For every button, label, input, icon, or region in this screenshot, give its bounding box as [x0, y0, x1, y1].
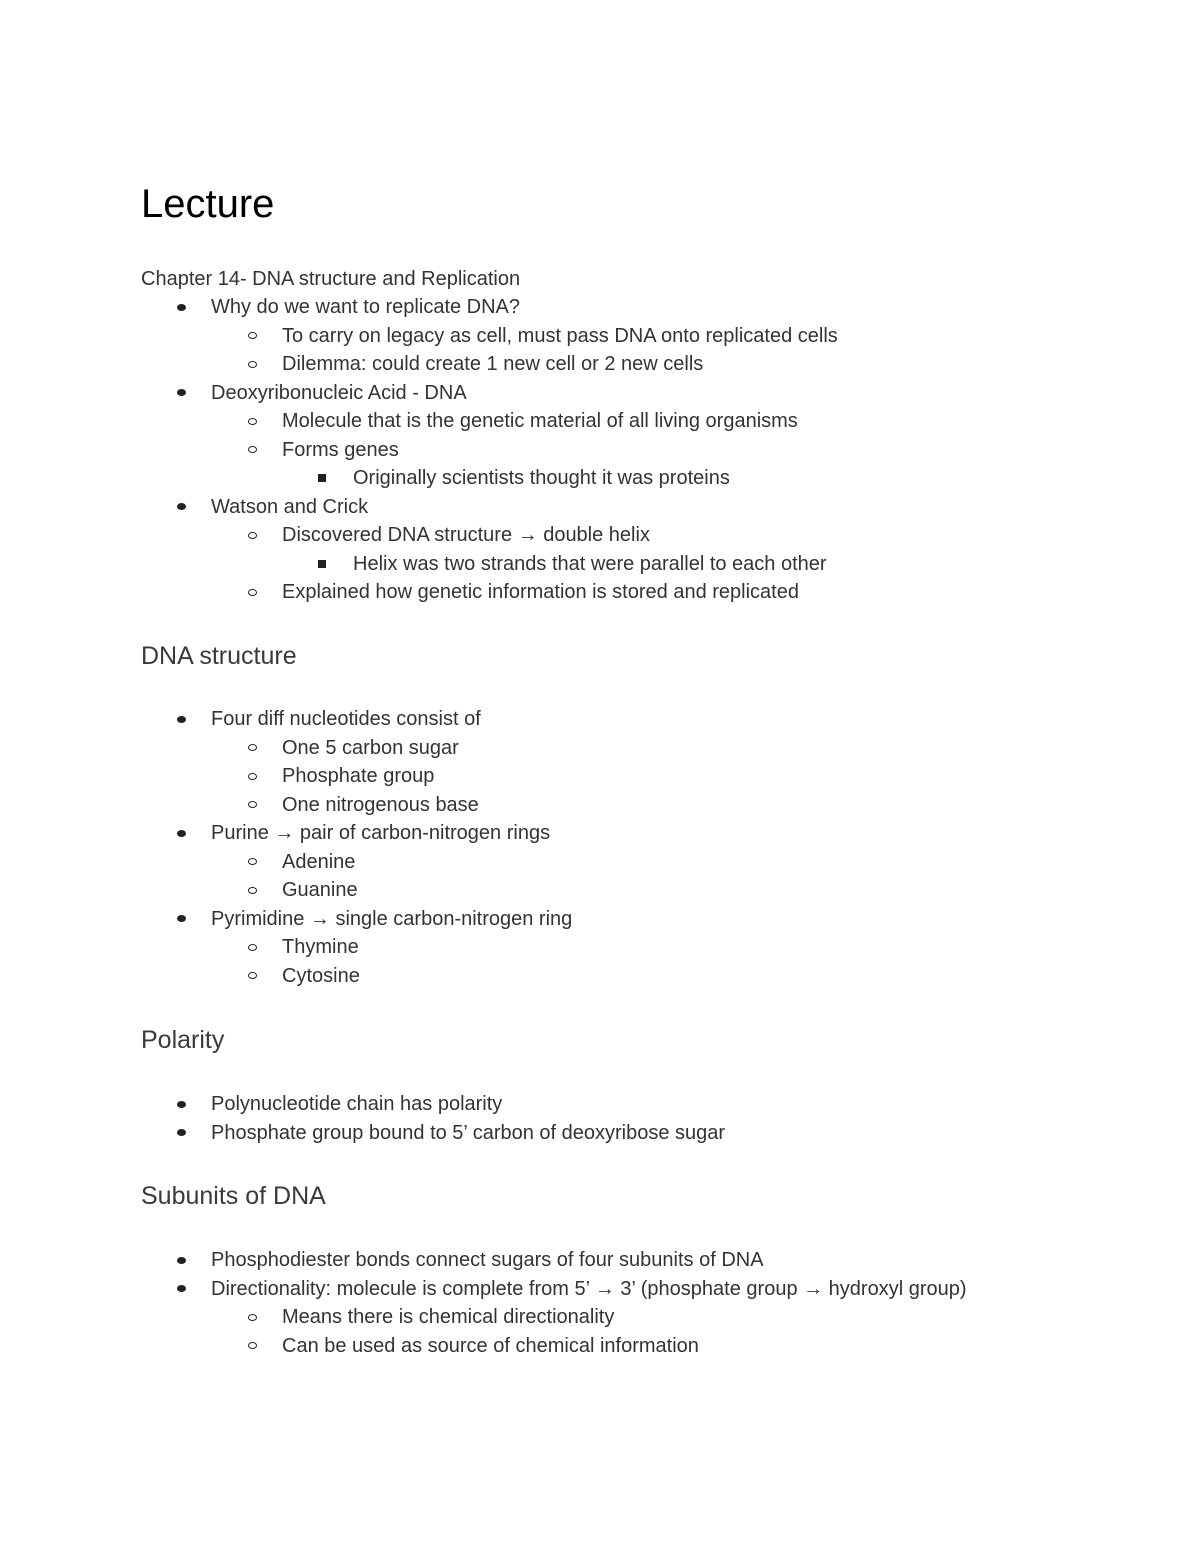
filled-bullet-icon — [177, 293, 186, 322]
intro-outline — [0, 293, 1200, 607]
hollow-bullet-icon — [248, 762, 257, 791]
square-bullet-icon — [318, 550, 326, 579]
list-item-text: Phosphodiester bonds connect sugars of four subunits of DNA — [211, 1249, 764, 1271]
filled-bullet-icon — [177, 1275, 186, 1304]
hollow-bullet-icon — [248, 933, 257, 962]
list-item — [0, 1303, 1200, 1332]
list-item — [0, 962, 1200, 991]
list-item — [0, 464, 1200, 493]
filled-bullet-icon — [177, 1090, 186, 1119]
list-item — [0, 322, 1200, 351]
list-item-text: Guanine — [282, 879, 358, 901]
hollow-bullet-icon — [248, 350, 257, 379]
list-item — [0, 705, 1200, 734]
filled-bullet-icon — [177, 905, 186, 934]
list-item — [0, 578, 1200, 607]
list-item — [0, 848, 1200, 877]
list-item — [0, 1090, 1200, 1119]
section-heading-polarity: Polarity — [141, 1026, 225, 1054]
hollow-bullet-icon — [248, 734, 257, 763]
filled-bullet-icon — [177, 705, 186, 734]
hollow-bullet-icon — [248, 1332, 257, 1361]
hollow-bullet-icon — [248, 407, 257, 436]
hollow-bullet-icon — [248, 876, 257, 905]
list-item — [0, 521, 1200, 550]
list-item — [0, 876, 1200, 905]
list-item — [0, 1246, 1200, 1275]
list-item-text: Adenine — [282, 850, 356, 873]
list-item — [0, 762, 1200, 791]
list-item — [0, 550, 1200, 579]
list-item — [0, 293, 1200, 322]
document-title: Lecture — [141, 182, 275, 226]
list-item — [0, 933, 1200, 962]
list-item — [0, 1275, 1081, 1304]
list-item-text: Watson and Crick — [211, 495, 369, 518]
filled-bullet-icon — [177, 1246, 186, 1275]
list-item-text: Means there is chemical directionality — [282, 1306, 615, 1328]
list-item-text: Phosphate group bound to 5’ carbon of deoxyribose sugar — [211, 1121, 726, 1144]
list-item-text: Polynucleotide chain has polarity — [211, 1093, 503, 1115]
filled-bullet-icon — [177, 819, 186, 848]
list-item-text: Dilemma: could create 1 new cell or 2 new cells — [282, 353, 704, 375]
list-item — [0, 407, 1200, 436]
list-item-text: Helix was two strands that were parallel to each other — [353, 552, 827, 575]
hollow-bullet-icon — [248, 1303, 257, 1332]
list-item-text: Cytosine — [282, 964, 360, 987]
hollow-bullet-icon — [248, 578, 257, 607]
list-item-text: Phosphate group — [282, 765, 435, 787]
list-item — [0, 436, 1200, 465]
subunits-outline — [0, 1246, 1200, 1360]
hollow-bullet-icon — [248, 791, 257, 820]
list-item-text: One nitrogenous base — [282, 793, 479, 816]
hollow-bullet-icon — [248, 962, 257, 991]
list-item — [0, 379, 1200, 408]
list-item-text: Can be used as source of chemical information — [282, 1334, 699, 1357]
hollow-bullet-icon — [248, 436, 257, 465]
list-item — [0, 350, 1200, 379]
hollow-bullet-icon — [248, 848, 257, 877]
list-item-text: Originally scientists thought it was proteins — [353, 467, 730, 489]
list-item-text: Thymine — [282, 936, 359, 958]
list-item — [0, 905, 1200, 934]
square-bullet-icon — [318, 464, 326, 493]
polarity-outline — [0, 1090, 1200, 1147]
filled-bullet-icon — [177, 1119, 186, 1148]
hollow-bullet-icon — [248, 322, 257, 351]
list-item — [0, 819, 1200, 848]
list-item-text: One 5 carbon sugar — [282, 736, 459, 759]
dna-structure-outline — [0, 705, 1200, 990]
list-item — [0, 1119, 1200, 1148]
list-item-text: Pyrimidine → single carbon-nitrogen ring — [211, 907, 573, 930]
list-item — [0, 791, 1200, 820]
list-item — [0, 493, 1200, 522]
section-heading-subunits: Subunits of DNA — [141, 1182, 326, 1210]
list-item — [0, 1332, 1200, 1361]
list-item-text: Discovered DNA structure → double helix — [282, 524, 650, 546]
filled-bullet-icon — [177, 493, 186, 522]
filled-bullet-icon — [177, 379, 186, 408]
list-item-text: Purine → pair of carbon-nitrogen rings — [211, 822, 551, 844]
chapter-line: Chapter 14- DNA structure and Replication — [141, 268, 521, 290]
list-item-text: Forms genes — [282, 438, 399, 461]
list-item — [0, 734, 1200, 763]
hollow-bullet-icon — [248, 521, 257, 550]
section-heading-dna-structure: DNA structure — [141, 642, 297, 670]
list-item-text: Four diff nucleotides consist of — [211, 708, 481, 730]
list-item-text: Explained how genetic information is stored and replicated — [282, 581, 799, 603]
list-item-text: Why do we want to replicate DNA? — [211, 296, 521, 318]
list-item-text: Molecule that is the genetic material of all living organisms — [282, 410, 798, 432]
list-item-text: Directionality: molecule is complete from 5’ → 3’ (phosphate group → hydroxyl group) — [211, 1277, 967, 1300]
list-item-text: Deoxyribonucleic Acid - DNA — [211, 381, 467, 404]
list-item-text: To carry on legacy as cell, must pass DNA onto replicated cells — [282, 324, 838, 347]
